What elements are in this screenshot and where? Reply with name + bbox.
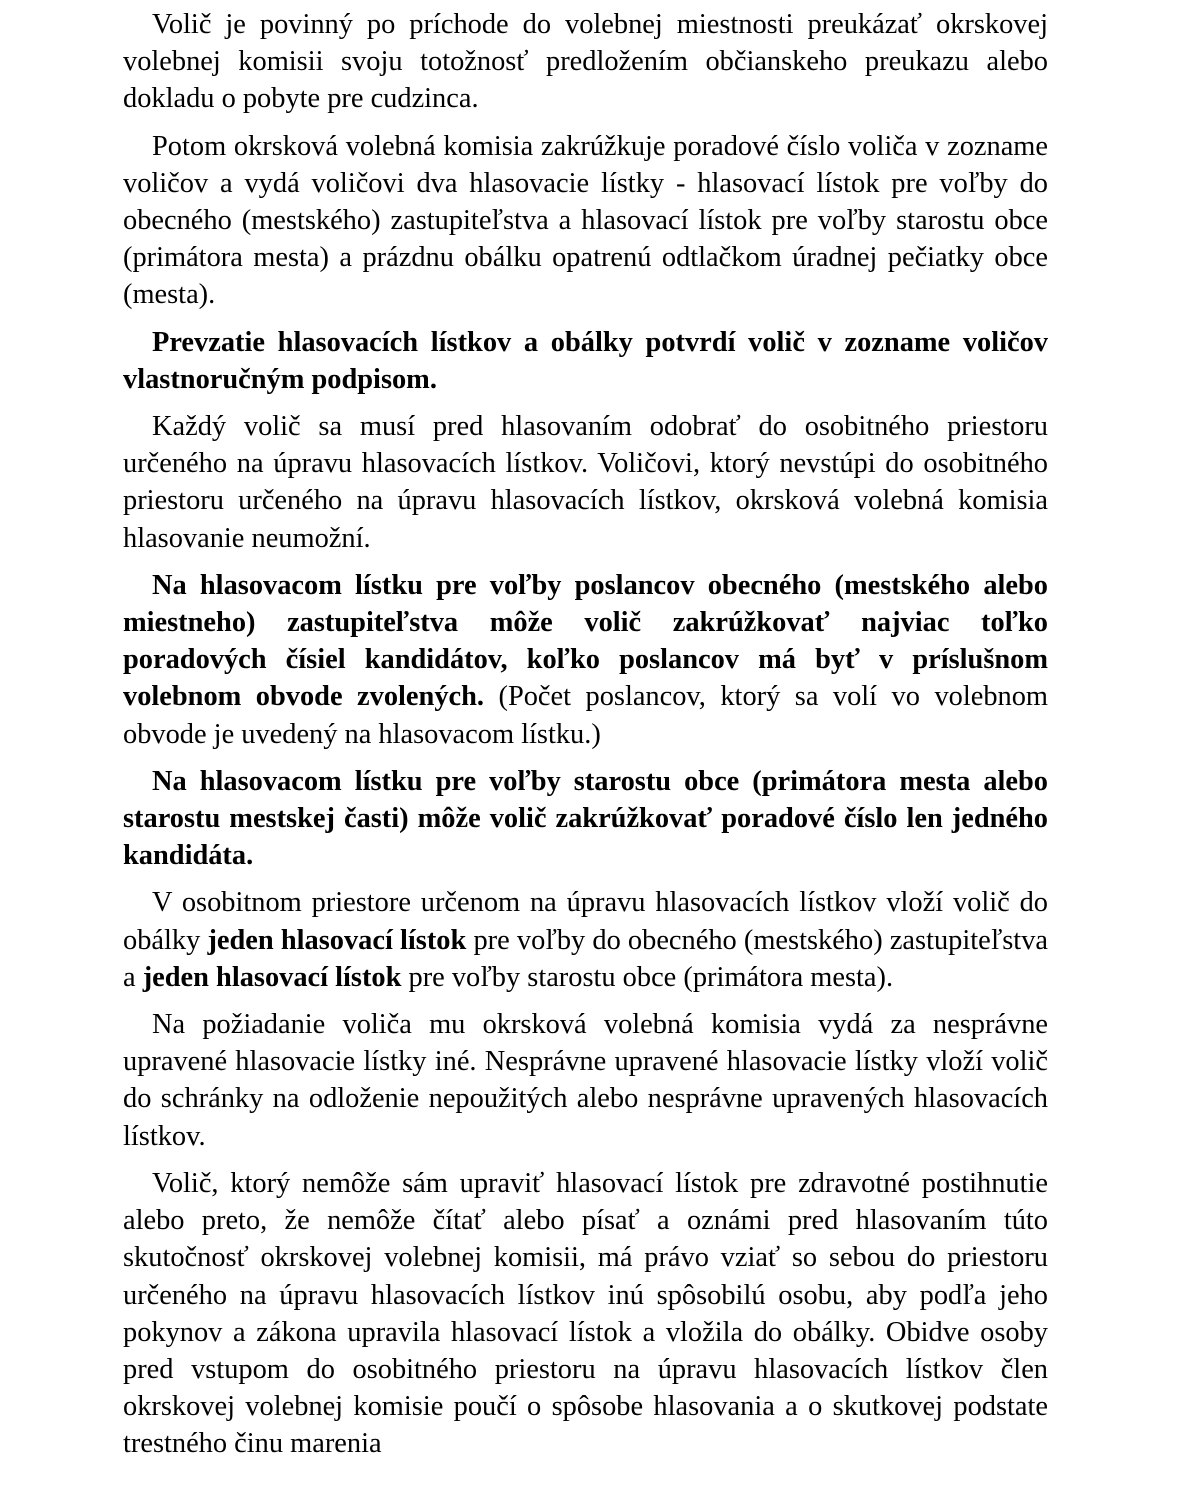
paragraph-text: pre voľby starostu obce (primátora mesta). [401, 961, 894, 993]
document-page [123, 6, 1048, 1473]
paragraph-assisted-voting [123, 1165, 1048, 1463]
paragraph-text: Volič, ktorý nemôže sám upraviť hlasovací lístok pre zdravotné postihnutie alebo preto, že nemôže čítať alebo písať a oznámi pred hlasovaním túto skutočnosť okrskovej volebnej komisii, má právo vziať so sebou do priestoru určeného na úpravu hlasovacích lístkov inú spôsobilú osobu, aby podľa jeho pokynov a zákona upravila hlasovací lístok a vložila do obálky. Obidve osoby pred vstupom do osobitného priestoru na úpravu hlasovacích lístkov člen okrskovej volebnej komisie poučí o spôsobe hlasovania a o skutkovej podstate trestného činu marenia [123, 1167, 1048, 1460]
paragraph-text: (Počet poslancov, ktorý sa volí vo volebnom obvode je uvedený na hlasovacom lístku.) [123, 681, 1048, 750]
paragraph-voter-identification [123, 6, 1048, 118]
paragraph-signature-confirmation [123, 324, 1048, 398]
paragraph-ballot-issuance [123, 128, 1048, 314]
paragraph-text: Volič je povinný po príchode do volebnej miestnosti preukázať okrskovej volebnej komisii svoju totožnosť predložením občianskeho preukazu alebo dokladu o pobyte pre cudzinca. [123, 9, 1048, 115]
paragraph-bold-text: Prevzatie hlasovacích lístkov a obálky potvrdí volič v zozname voličov vlastnoručným podpisom. [123, 326, 1048, 395]
paragraph-envelope-insertion [123, 884, 1048, 996]
paragraph-text: V osobitnom priestore určenom na úpravu hlasovacích lístkov vloží volič do obálky [123, 887, 1048, 956]
paragraph-text: Každý volič sa musí pred hlasovaním odobrať do osobitného priestoru určeného na úpravu hlasovacích lístkov. Voličovi, ktorý nevstúpi do osobitného priestoru určeného na úpravu hlasovacích lístkov, okrsková volebná komisia hlasovanie neumožní. [123, 411, 1048, 554]
paragraph-text: Potom okrsková volebná komisia zakrúžkuje poradové číslo voliča v zozname voličov a vydá voličovi dva hlasovacie lístky - hlasovací lístok pre voľby do obecného (mestského) zastupiteľstva a hlasovací lístok pre voľby starostu obce (primátora mesta) a prázdnu obálku opatrenú odtlačkom úradnej pečiatky obce (mesta). [123, 130, 1048, 311]
paragraph-bold-text: Na hlasovacom lístku pre voľby starostu obce (primátora mesta alebo starostu mestskej časti) môže volič zakrúžkovať poradové číslo len jedného kandidáta. [123, 765, 1048, 872]
paragraph-replacement-ballots [123, 1006, 1048, 1155]
paragraph-private-booth [123, 408, 1048, 557]
paragraph-text: pre voľby do obecného (mestského) zastupiteľstva a [123, 924, 1048, 993]
paragraph-bold-text: jeden hlasovací lístok [207, 924, 467, 956]
paragraph-bold-text: Na hlasovacom lístku pre voľby poslancov obecného (mestského alebo miestneho) zastupiteľstva môže volič zakrúžkovať najviac toľko poradových čísiel kandidátov, koľko poslancov má byť v príslušnom volebnom obvode zvolených. [123, 569, 1048, 713]
paragraph-bold-text: jeden hlasovací lístok [142, 961, 402, 993]
paragraph-council-ballot-rules [123, 567, 1048, 753]
paragraph-mayor-ballot-rules [123, 763, 1048, 875]
paragraph-text: Na požiadanie voliča mu okrsková volebná komisia vydá za nesprávne upravené hlasovacie lístky iné. Nesprávne upravené hlasovacie lístky vloží volič do schránky na odloženie nepoužitých alebo nesprávne upravených hlasovacích lístkov. [123, 1009, 1048, 1152]
